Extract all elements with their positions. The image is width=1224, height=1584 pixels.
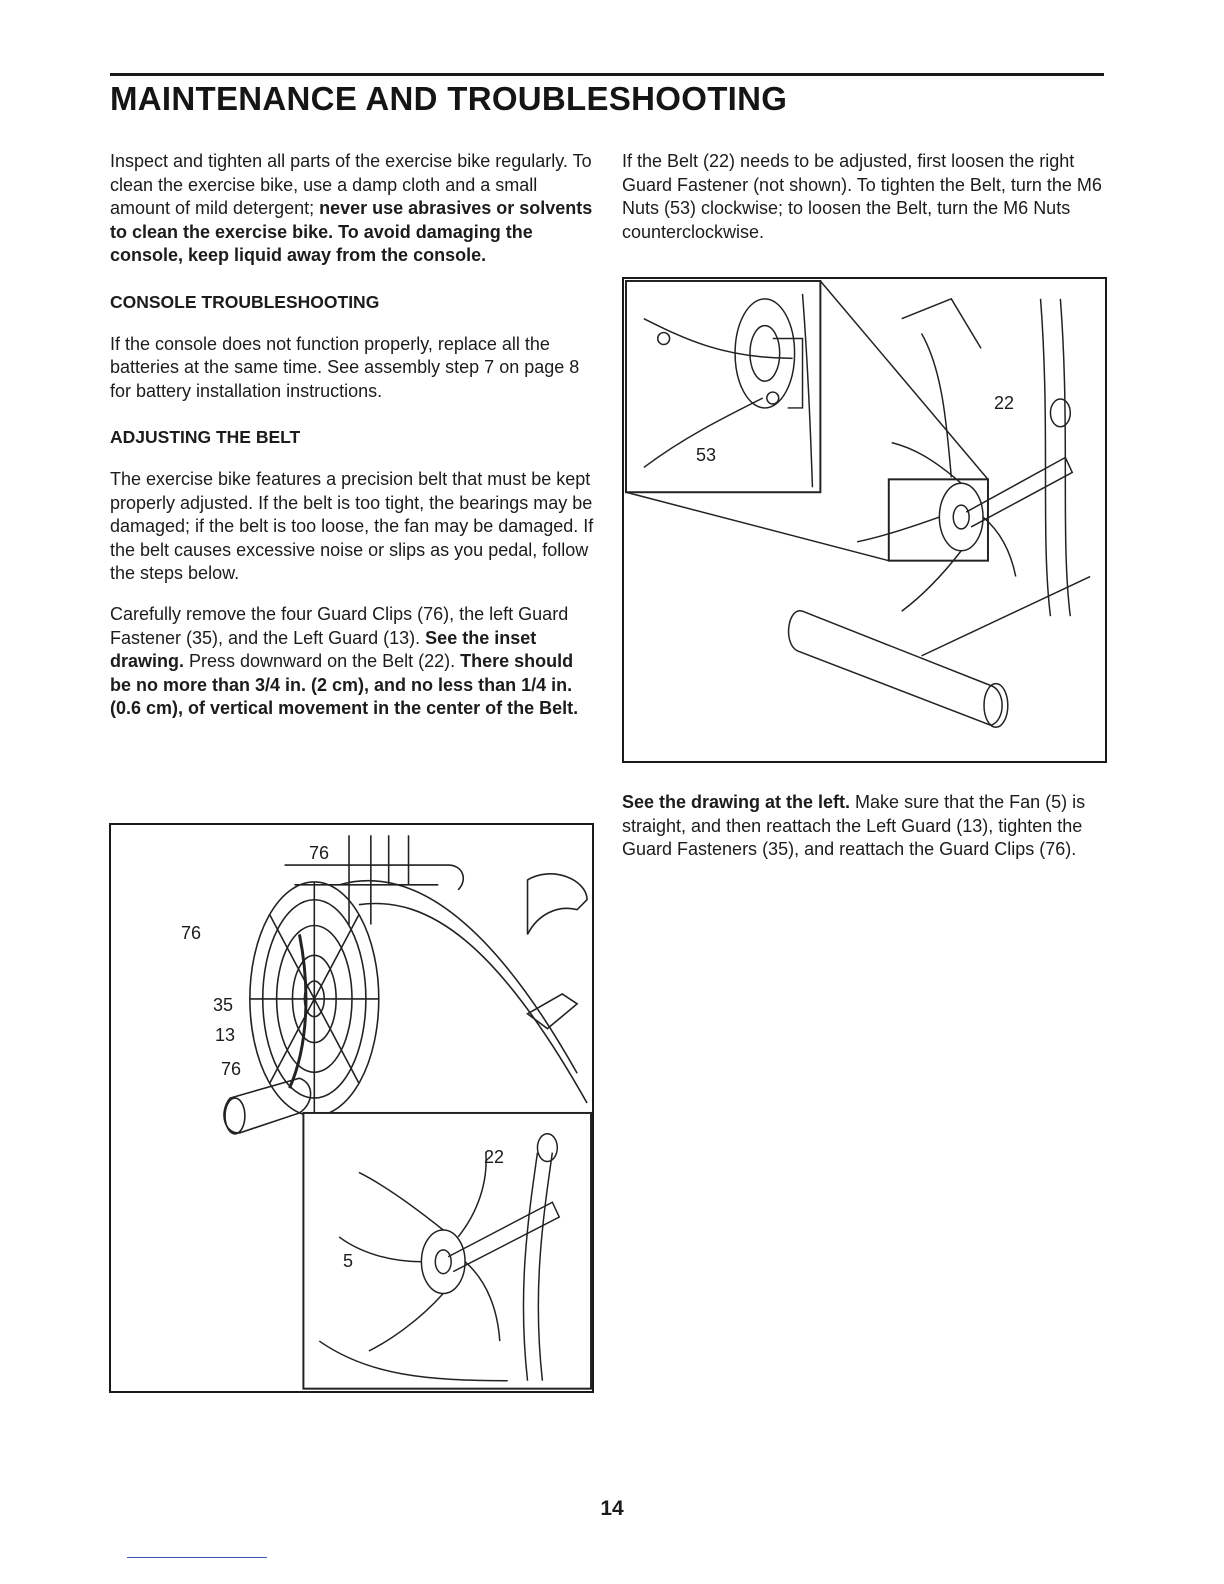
belt-adjustment-illustration — [624, 279, 1105, 761]
belt-heading: ADJUSTING THE BELT — [110, 427, 301, 448]
label-fan: 5 — [343, 1251, 354, 1271]
label-guard-fastener: 35 — [213, 995, 234, 1015]
left-figure — [109, 823, 594, 1393]
intro-paragraph — [110, 150, 594, 268]
footer-line — [127, 1557, 267, 1558]
label-guard-clip-top: 76 — [309, 843, 330, 863]
label-m6-nuts: 53 — [696, 445, 717, 465]
label-guard-clip-left: 76 — [181, 923, 202, 943]
steps-paragraph — [110, 603, 594, 721]
left-column — [110, 150, 594, 721]
title-rule — [110, 73, 1104, 76]
belt-paragraph: The exercise bike features a precision belt that must be kept properly adjusted. If the belt is too tight, the bearings may be damaged; if the belt is too loose, the fan may be damaged. If the belt causes excessive noise or slips as you pedal, follow the steps below. — [110, 468, 594, 584]
intro-warning: never use abrasives or solvents to clean the exercise bike. To avoid damaging the console, keep liquid away from the console. — [110, 198, 593, 266]
label-belt-right: 22 — [994, 393, 1015, 413]
steps-bold-2: There should be no more than 3/4 in. (2 cm), and no less than 1/4 in. (0.6 cm), of vertical movement in the center of the Belt. — [110, 651, 579, 719]
label-belt: 22 — [484, 1147, 505, 1167]
reattach-paragraph — [622, 791, 1104, 862]
steps-text-1: Carefully remove the four Guard Clips (76), the left Guard Fastener (35), and the Left Guard (13). — [110, 603, 569, 648]
steps-text-2: Press downward on the Belt (22). — [184, 651, 461, 672]
belt-adjust-paragraph: If the Belt (22) needs to be adjusted, first loosen the right Guard Fastener (not shown). To tighten the Belt, turn the M6 Nuts (53) clockwise; to loosen the Belt, turn the M6 Nuts counterclockwise. — [622, 151, 1102, 242]
console-paragraph: If the console does not function properly, replace all the batteries at the same time. See assembly step 7 on page 8 for battery installation instructions. — [110, 333, 580, 401]
right-figure — [622, 277, 1107, 763]
page-number: 14 — [600, 1497, 624, 1520]
steps-bold-1: See the inset drawing. — [110, 627, 537, 672]
zoom-box — [889, 479, 988, 560]
bike-fan-guard-illustration — [111, 825, 592, 1391]
right-column — [622, 150, 1104, 244]
reattach-block — [622, 791, 1104, 862]
console-heading: CONSOLE TROUBLESHOOTING — [110, 291, 380, 312]
intro-text: Inspect and tighten all parts of the exercise bike regularly. To clean the exercise bike, use a damp cloth and a small amount of mild detergent; — [110, 151, 592, 219]
reattach-bold: See the drawing at the left. — [622, 792, 851, 812]
page-title: MAINTENANCE AND TROUBLESHOOTING — [110, 80, 788, 117]
nut-inset-box — [626, 281, 820, 492]
label-left-guard: 13 — [215, 1025, 236, 1045]
label-guard-clip-bottom: 76 — [221, 1059, 242, 1079]
reattach-text: Make sure that the Fan (5) is straight, and then reattach the Left Guard (13), tighten the Guard Fasteners (35), and reattach the Guard Clips (76). — [622, 792, 1086, 860]
